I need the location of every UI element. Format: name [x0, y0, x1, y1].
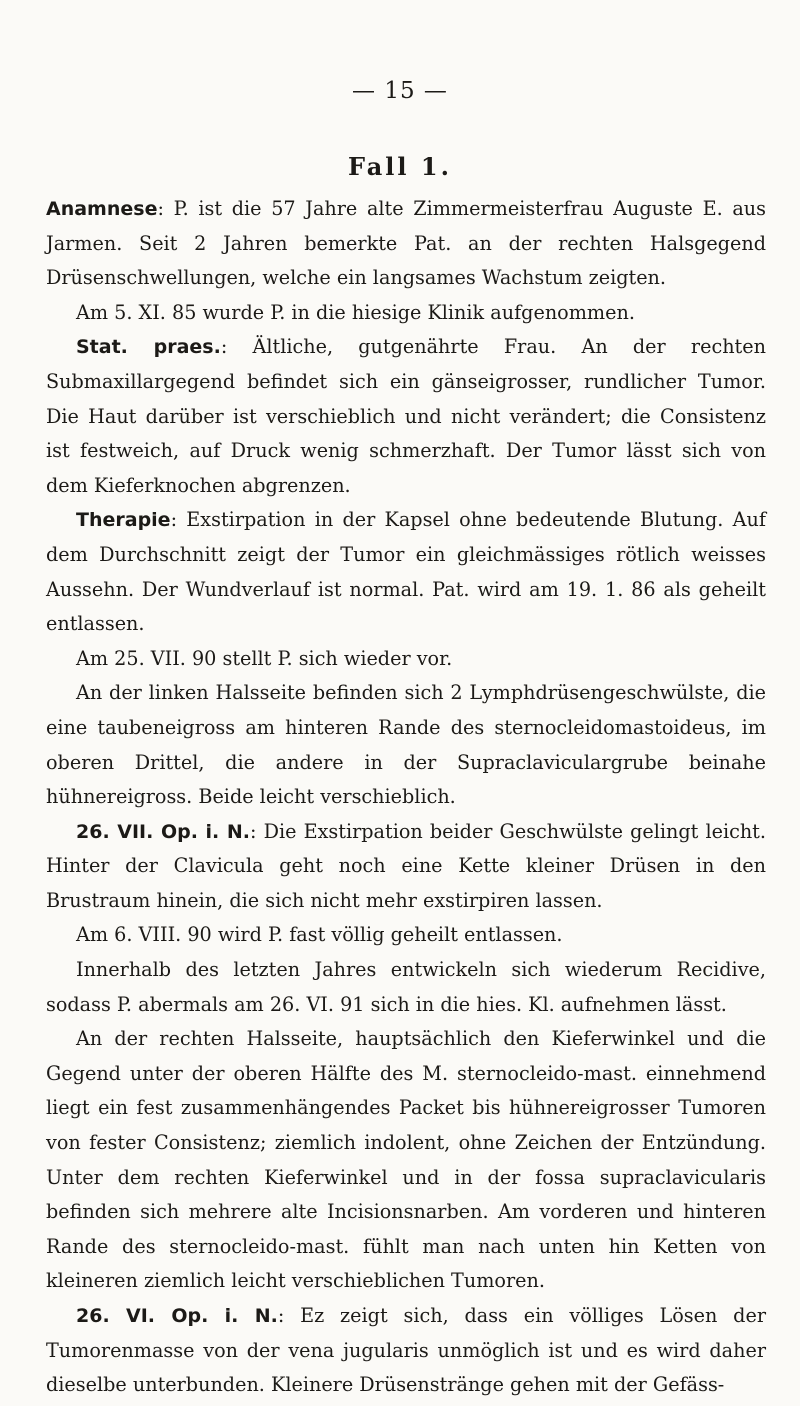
paragraph-label: 26. VI. Op. i. N. — [76, 1305, 278, 1327]
paragraph-anamnese — [46, 192, 766, 296]
paragraph-text: Ältliche, gutgenährte Frau. An der rechten Submaxillargegend befindet sich ein gänseigrosser, rundlicher Tumor. Die Haut darüber ist verschieblich und nicht verändert; die Consistenz ist festweich, auf Druck wenig schmerzhaft. Der Tumor lässt sich von dem Kieferknochen abgrenzen. — [46, 335, 766, 497]
label-separator: : — [277, 1304, 301, 1327]
paragraph-text: Die Exstirpation beider Geschwülste gelingt leicht. Hinter der Clavicula geht noch eine Kette kleiner Drüsen in den Brustraum hinein, die sich nicht mehr exstirpiren lassen. — [46, 819, 766, 912]
paragraph-operation-2 — [46, 1299, 766, 1403]
paragraph-discharge — [46, 918, 766, 953]
paragraph-text: Exstirpation in der Kapsel ohne bedeutende Blutung. Auf dem Durchschnitt zeigt der Tumor ein gleichmässiges rötlich weisses Aussehn. Der Wundverlauf ist normal. Pat. wird am 19. 1. 86 als geheilt entlassen. — [46, 508, 766, 636]
paragraph-findings-right — [46, 1022, 766, 1299]
paragraph-text: Innerhalb des letzten Jahres entwickeln sich wiederum Recidive, sodass P. abermals am 26. VI. 91 sich in die hies. Kl. aufnehmen lässt. — [46, 958, 766, 1016]
paragraph-text: Am 25. VII. 90 stellt P. sich wieder vor. — [76, 646, 453, 670]
paragraph-status-praesens — [46, 330, 766, 503]
paragraph-label: Therapie — [76, 509, 171, 532]
paragraph-label: Anamnese — [46, 198, 158, 220]
label-separator: : — [220, 335, 253, 359]
case-heading: Fall 1. — [348, 152, 452, 181]
page-number: — 15 — — [352, 78, 448, 104]
paragraph-admission — [46, 296, 766, 331]
paragraph-text: Am 6. VIII. 90 wird P. fast völlig geheilt entlassen. — [76, 923, 563, 947]
paragraph-text: P. ist die 57 Jahre alte Zimmermeisterfrau Auguste E. aus Jarmen. Seit 2 Jahren bemerkte Pat. an der rechten Halsgegend Drüsenschwellungen, welche ein langsames Wachstum zeigten. — [46, 197, 766, 290]
paragraph-findings-left — [46, 676, 766, 814]
paragraph-text: Ez zeigt sich, dass ein völliges Lösen der Tumorenmasse von der vena jugularis unmöglich ist und es wird daher dieselbe unterbunden. Kleinere Drüsenstränge gehen mit der Gefäss- — [46, 1304, 766, 1397]
body-text — [46, 192, 766, 1403]
label-separator: : — [250, 819, 264, 843]
label-separator: : — [170, 508, 187, 532]
paragraph-label: 26. VII. Op. i. N. — [76, 820, 251, 843]
paragraph-text: Am 5. XI. 85 wurde P. in die hiesige Klinik aufgenommen. — [76, 300, 635, 324]
paragraph-recidive — [46, 953, 766, 1022]
paragraph-label: Stat. praes. — [76, 336, 221, 359]
paragraph-therapie — [46, 503, 766, 641]
paragraph-text: An der linken Halsseite befinden sich 2 Lymphdrüsengeschwülste, die eine taubeneigross am hinteren Rande des sternocleidomastoideus, im oberen Drittel, die andere in der Supraclaviculargrube beinahe hühnereigross. Beide leicht verschieblich. — [46, 681, 766, 809]
paragraph-operation-1 — [46, 815, 766, 919]
paragraph-text: An der rechten Halsseite, hauptsächlich den Kieferwinkel und die Gegend unter der oberen Hälfte des M. sternocleido-mast. einnehmend liegt ein fest zusammenhängendes Packet bis hühnereigrosser Tumoren von fester Consistenz; ziemlich indolent, ohne Zeichen der Entzündung. Unter dem rechten Kieferwinkel und in der fossa supraclavicularis befinden sich mehrere alte Incisionsnarben. Am vorderen und hinteren Rande des sternocleido-mast. fühlt man nach unten hin Ketten von kleineren ziemlich leicht verschieblichen Tumoren. — [46, 1027, 766, 1293]
paragraph-return-visit — [46, 642, 766, 677]
label-separator: : — [157, 197, 174, 220]
